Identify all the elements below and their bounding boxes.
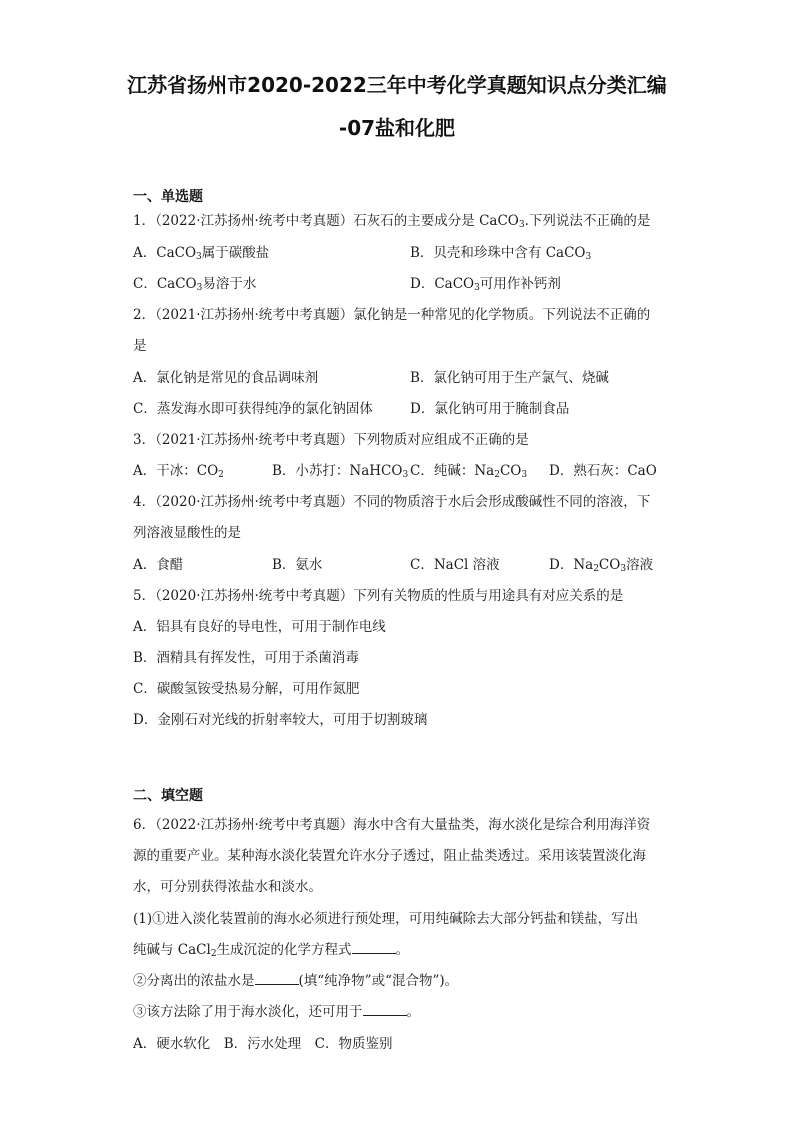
question-3-stem: 3．（2021·江苏扬州·统考中考真题）下列物质对应组成不正确的是: [133, 432, 529, 448]
question-5-option-c: C．碳酸氢铵受热易分解，可用作氮肥: [133, 681, 360, 697]
answer-blank[interactable]: [352, 941, 396, 954]
question-5-stem: 5．（2020·江苏扬州·统考中考真题）下列有关物质的性质与用途具有对应关系的是: [133, 588, 624, 604]
question-4-option-a: A．食醋: [133, 557, 184, 573]
question-5-option-a: A．铝具有良好的导电性，可用于制作电线: [133, 619, 386, 635]
question-2-stem-line1: 2．（2021·江苏扬州·统考中考真题）氯化钠是一种常见的化学物质。下列说法不正确的: [133, 307, 651, 323]
question-6-stem-line3: 水，可分别获得浓盐水和淡水。: [133, 879, 322, 895]
question-1-stem: 1．（2022·江苏扬州·统考中考真题）石灰石的主要成分是 CaCO$_3$.下列说法不正确的是: [133, 213, 651, 230]
question-3-option-b: B．小苏打：NaHCO$_3$: [272, 463, 409, 480]
question-4-stem-line1: 4．（2020·江苏扬州·统考中考真题）不同的物质溶于水后会形成酸碱性不同的溶液，下: [133, 494, 651, 510]
section-heading-single-choice: 一、单选题: [133, 189, 203, 205]
question-6-stem-line2: 源的重要产业。某种海水淡化装置允许水分子透过，阻止盐类透过。采用该装置淡化海: [133, 848, 646, 864]
question-1-option-a: A．CaCO$_3$属于碳酸盐: [133, 245, 270, 262]
answer-blank[interactable]: [255, 972, 299, 985]
question-1-option-b: B．贝壳和珍珠中含有 CaCO$_3$: [410, 245, 592, 262]
document-title-line1: 江苏省扬州市2020-2022三年中考化学真题知识点分类汇编: [127, 73, 667, 97]
question-2-option-d: D．氯化钠可用于腌制食品: [410, 401, 570, 417]
question-1-option-d: D．CaCO$_3$可用作补钙剂: [410, 276, 561, 293]
question-3-option-a: A．干冰：$CO_2$: [133, 463, 224, 480]
question-2-option-b: B．氯化钠可用于生产氯气、烧碱: [410, 370, 609, 386]
question-3-option-d: D．熟石灰：CaO: [549, 463, 657, 479]
question-6-part1-line1: (1)①进入淡化装置前的海水必须进行预处理，可用纯碱除去大部分钙盐和镁盐，写出: [133, 911, 639, 927]
section-heading-fill-blank: 二、填空题: [133, 788, 203, 804]
question-2-option-a: A．氯化钠是常见的食品调味剂: [133, 370, 319, 386]
question-6-part3-options: A．硬水软化 B．污水处理 C．物质鉴别: [133, 1036, 393, 1052]
question-6-part2: ②分离出的浓盐水是 (填“纯净物”或“混合物”)。: [133, 973, 459, 989]
question-1-option-c: C．CaCO$_3$易溶于水: [133, 276, 257, 293]
question-4-option-b: B．氨水: [272, 557, 323, 573]
answer-blank[interactable]: [363, 1003, 407, 1016]
question-2-stem-line2: 是: [133, 338, 147, 354]
question-6-stem-line1: 6．（2022·江苏扬州·统考中考真题）海水中含有大量盐类，海水淡化是综合利用海洋资: [133, 817, 651, 833]
document-title-line2: -07盐和化肥: [338, 116, 456, 140]
question-4-stem-line2: 列溶液显酸性的是: [133, 525, 241, 541]
question-5-option-d: D．金刚石对光线的折射率较大，可用于切割玻璃: [133, 712, 428, 728]
question-4-option-c: C．NaCl 溶液: [410, 557, 500, 573]
question-6-part1-line2: 纯碱与 CaCl$_2$生成沉淀的化学方程式 。: [133, 942, 410, 959]
question-6-part3: ③该方法除了用于海水淡化，还可用于 。: [133, 1004, 420, 1020]
question-3-option-c: C．纯碱：$Na_2CO_3$: [410, 463, 528, 480]
question-2-option-c: C．蒸发海水即可获得纯净的氯化钠固体: [133, 401, 373, 417]
question-4-option-d: D．$Na_2CO_3$溶液: [549, 557, 654, 574]
question-5-option-b: B．酒精具有挥发性，可用于杀菌消毒: [133, 650, 359, 666]
